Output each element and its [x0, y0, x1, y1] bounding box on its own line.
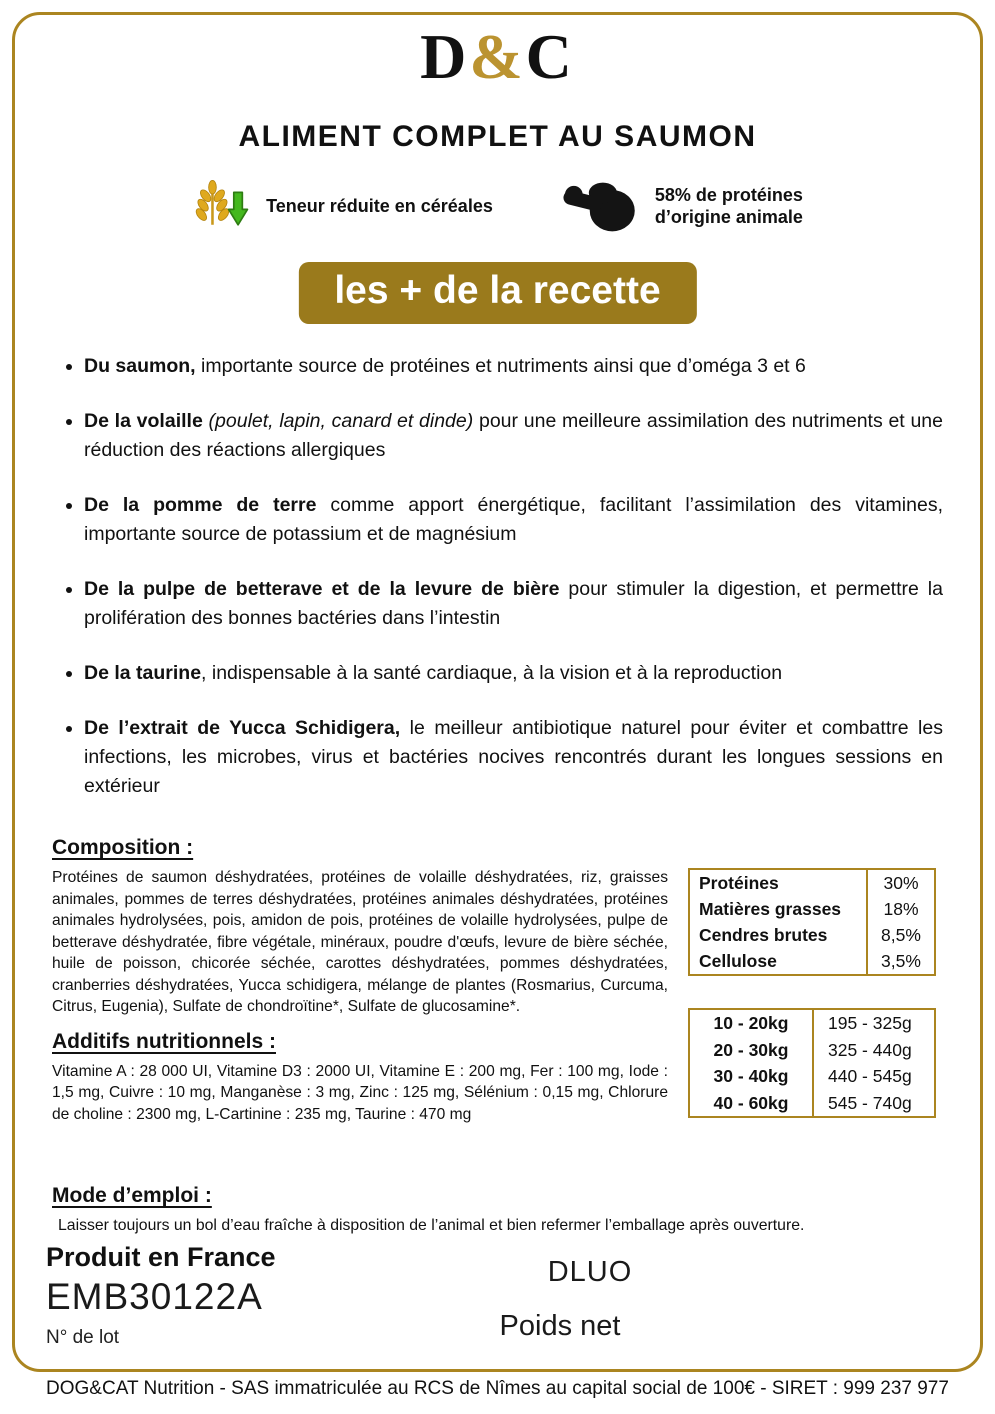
additives-heading: Additifs nutritionnels : — [52, 1029, 276, 1053]
emb-code: EMB30122A — [46, 1276, 263, 1317]
table-row — [690, 1010, 934, 1037]
tables-column — [688, 868, 936, 1118]
batch-number-label: N° de lot — [46, 1327, 120, 1348]
bicep-icon — [563, 176, 639, 236]
analysis-table — [688, 868, 936, 976]
bullet-rest: pour stimuler la digestion, et permettre la prolifération des bonnes bactéries dans l’intestin — [84, 578, 943, 629]
brand-letter-c: C — [525, 21, 575, 92]
analysis-label: Matières grasses — [690, 896, 868, 922]
footer-legal: DOG&CAT Nutrition - SAS immatriculée au RCS de Nîmes au capital social de 100€ - SIRET : 999 237 977 — [46, 1378, 949, 1399]
dluo-label: DLUO — [547, 1256, 633, 1288]
bullet-lead: De la pulpe de betterave et de la levure de bière — [84, 578, 560, 600]
weight-range: 40 - 60kg — [690, 1090, 814, 1117]
table-row — [690, 1037, 934, 1064]
net-weight-label: Poids net — [499, 1310, 621, 1342]
production-info-block — [46, 1242, 276, 1349]
table-row — [690, 896, 934, 922]
feature-protein-line1: 58% de protéines — [654, 184, 803, 205]
table-row — [690, 1090, 934, 1117]
feature-reduced-cereals-label: Teneur réduite en céréales — [266, 195, 493, 216]
usage-text: Laisser toujours un bol d’eau fraîche à disposition de l’animal et bien refermer l’emballage après ouverture. — [58, 1217, 805, 1234]
list-item — [84, 491, 943, 549]
additives-section — [52, 1030, 668, 1126]
brand-logo — [0, 22, 995, 92]
bullet-italic: (poulet, lapin, canard et dinde) — [202, 410, 474, 432]
bullet-lead: De la volaille — [84, 410, 203, 432]
brand-letter-d: D — [420, 21, 470, 92]
brand-ampersand: & — [469, 21, 526, 92]
usage-heading: Mode d’emploi : — [52, 1184, 212, 1207]
recipe-highlights-banner: les + de la recette — [298, 262, 696, 324]
bullet-rest: importante source de protéines et nutriments ainsi que d’oméga 3 et 6 — [195, 355, 806, 377]
bullet-rest: le meilleur antibiotique naturel pour éviter et combattre les infections, les microbes, virus et bactéries nocives rencontrés durant les longues sessions en extérieur — [84, 717, 943, 797]
list-item — [84, 575, 943, 633]
additives-text: Vitamine A : 28 000 UI, Vitamine D3 : 2000 UI, Vitamine E : 200 mg, Fer : 100 mg, Iode : 1,5 mg, Cuivre : 10 mg, Manganèse : 3 mg, Zinc : 125 mg, Sélénium : 0,15 mg, Chlorure de choline : 2300 mg, L-Cartinine : 235 mg, Taurine : 470 mg — [52, 1062, 668, 1123]
usage-section — [52, 1184, 943, 1237]
bullet-lead: De la pomme de terre — [84, 494, 317, 516]
feature-reduced-cereals — [192, 179, 493, 233]
table-row — [690, 922, 934, 948]
weight-range: 10 - 20kg — [690, 1010, 814, 1037]
ration-range: 440 - 545g — [828, 1066, 912, 1086]
benefit-list — [52, 352, 943, 827]
list-item — [84, 714, 943, 801]
analysis-value: 3,5% — [881, 951, 921, 971]
bullet-rest: comme apport énergétique, facilitant l’assimilation des vitamines, importante source de potassium et de magnésium — [84, 494, 943, 545]
analysis-value: 8,5% — [881, 925, 921, 945]
wheat-down-arrow-icon — [192, 179, 250, 233]
table-row — [690, 870, 934, 896]
feeding-table — [688, 1008, 936, 1118]
feature-animal-protein — [563, 176, 803, 236]
analysis-label: Cellulose — [690, 948, 868, 974]
page-title: ALIMENT COMPLET AU SAUMON — [238, 120, 757, 153]
list-item — [84, 659, 943, 688]
composition-column — [52, 836, 668, 1125]
ration-range: 195 - 325g — [828, 1013, 912, 1033]
bullet-lead: De l’extrait de Yucca Schidigera, — [84, 717, 401, 739]
list-item — [84, 407, 943, 465]
composition-heading: Composition : — [52, 836, 194, 859]
bullet-lead: De la taurine — [84, 662, 202, 684]
feature-badges-row — [0, 176, 995, 236]
weight-range: 30 - 40kg — [690, 1063, 814, 1090]
bullet-lead: Du saumon, — [84, 355, 196, 377]
bullet-rest: , indispensable à la santé cardiaque, à la vision et à la reproduction — [201, 662, 783, 684]
feature-animal-protein-label — [655, 184, 803, 229]
analysis-value: 30% — [883, 873, 919, 893]
composition-text: Protéines de saumon déshydratées, protéines de volaille déshydratées, riz, graisses animales, pommes de terres déshydratées, protéines animales déshydratées, protéines animales hydrolysées, pois, amidon de pois, protéines de volaille hydrolysées, pulpe de betterave déshydratée, fibre végétale, minéraux, poudre d'œufs, levure de bière séchée, huile de poisson, chicorée séchée, carottes déshydratées, pommes déshydratées, cranberries déshydratées, Yucca schidigera, mélange de plantes (Rosmarius, Curcuma, Citrus, Eugenia), Sulfate de chondroïtine*, Sulfate de glucosamine*. — [52, 869, 668, 1015]
ration-range: 325 - 440g — [828, 1039, 912, 1060]
analysis-label: Cendres brutes — [690, 922, 868, 948]
analysis-label: Protéines — [690, 870, 868, 896]
table-row — [690, 1063, 934, 1090]
bullet-rest: pour une meilleure assimilation des nutriments et une réduction des réactions allergiques — [84, 410, 943, 461]
table-row — [690, 948, 934, 974]
ration-range: 545 - 740g — [828, 1092, 912, 1113]
feature-protein-line2: d’origine animale — [654, 207, 803, 227]
made-in-france-label: Produit en France — [46, 1242, 276, 1272]
analysis-value: 18% — [883, 899, 919, 919]
list-item — [84, 352, 943, 381]
weight-range: 20 - 30kg — [690, 1037, 814, 1064]
